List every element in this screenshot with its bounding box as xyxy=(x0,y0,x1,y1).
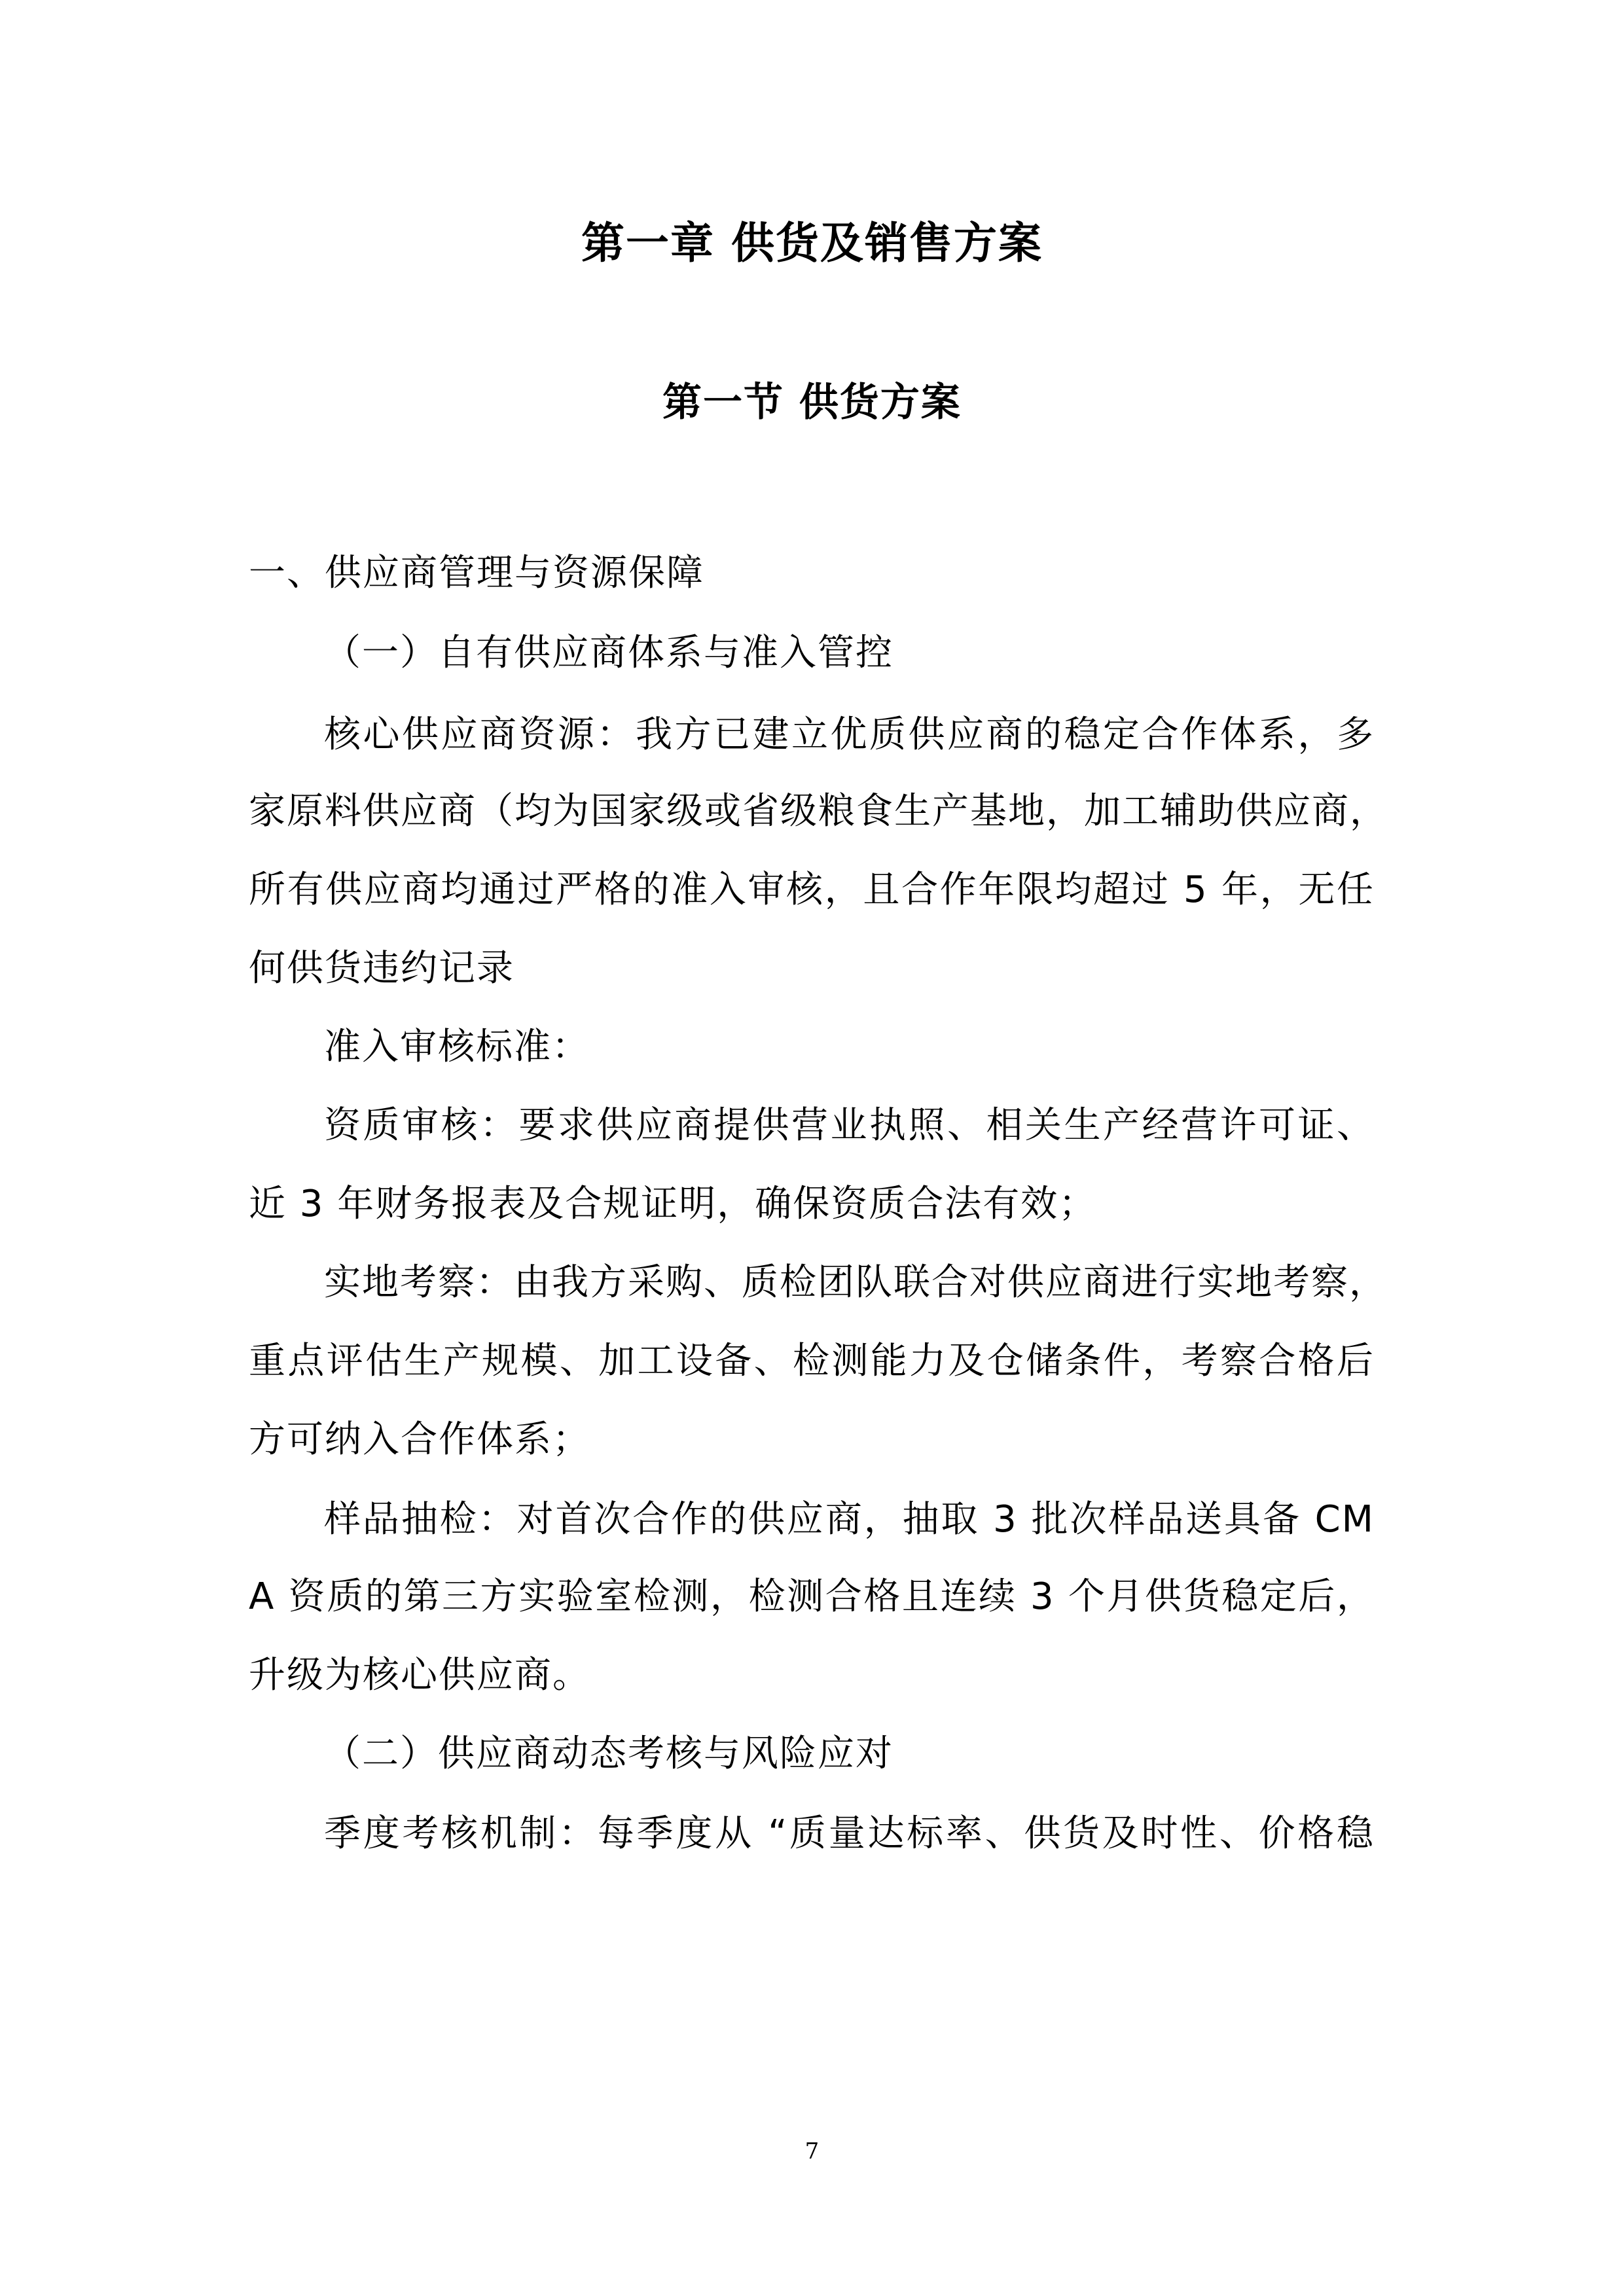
paragraph-line: 样品抽检：对首次合作的供应商，抽取 3 批次样品送具备 CM xyxy=(324,1498,1375,1541)
paragraph-line: 资质审核：要求供应商提供营业执照、相关生产经营许可证、 xyxy=(324,1104,1375,1147)
paragraph-line: 重点评估生产规模、加工设备、检测能力及仓储条件，考察合格后 xyxy=(249,1340,1375,1382)
chapter-title: 第一章 供货及销售方案 xyxy=(581,218,1043,268)
paragraph-line: 核心供应商资源：我方已建立优质供应商的稳定合作体系，多 xyxy=(324,713,1375,756)
subheading-supplier-system: （一）自有供应商体系与准入管控 xyxy=(324,632,893,674)
page-number: 7 xyxy=(804,2138,820,2164)
paragraph-line: 所有供应商均通过严格的准入审核，且合作年限均超过 5 年，无任 xyxy=(249,869,1375,911)
paragraph-line: 准入审核标准： xyxy=(324,1026,590,1068)
paragraph-line: 实地考察：由我方采购、质检团队联合对供应商进行实地考察， xyxy=(324,1261,1387,1304)
heading-supplier-management: 一、供应商管理与资源保障 xyxy=(249,552,704,594)
subheading-dynamic-assessment: （二）供应商动态考核与风险应对 xyxy=(324,1732,893,1775)
paragraph-line: A 资质的第三方实验室检测，检测合格且连续 3 个月供货稳定后， xyxy=(249,1575,1375,1618)
paragraph-line: 家原料供应商（均为国家级或省级粮食生产基地，加工辅助供应商， xyxy=(249,790,1388,833)
paragraph-line: 近 3 年财务报表及合规证明，确保资质合法有效； xyxy=(249,1183,1097,1225)
section-title: 第一节 供货方案 xyxy=(662,380,962,425)
paragraph-line: 升级为核心供应商。 xyxy=(249,1654,590,1696)
paragraph-line: 季度考核机制：每季度从 “质量达标率、供货及时性、价格稳 xyxy=(324,1812,1375,1855)
paragraph-line: 方可纳入合作体系； xyxy=(249,1418,590,1461)
paragraph-line: 何供货违约记录 xyxy=(249,947,514,990)
